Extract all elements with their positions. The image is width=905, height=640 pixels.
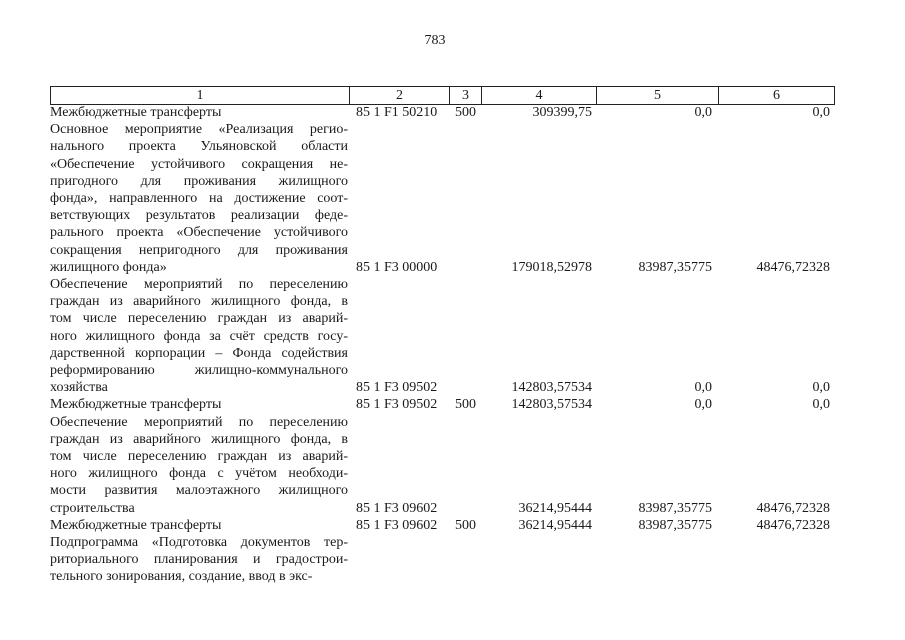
description-line: пригодного для проживания жилищного — [50, 173, 348, 189]
table-row — [50, 517, 833, 534]
row-value-col5: 83987,35775 — [638, 500, 712, 516]
row-value-col4: 309399,75 — [532, 105, 592, 120]
row-value-col6: 48476,72328 — [756, 259, 830, 275]
description-line: граждан из аварийного жилищного фонда, в — [50, 431, 348, 447]
row-value-col6: 0,0 — [812, 105, 830, 120]
page-number: 783 — [424, 33, 446, 48]
row-description — [50, 121, 348, 276]
row-description — [50, 534, 348, 586]
description-line: фонда», направленного на достижение соот- — [50, 190, 348, 206]
row-code: 85 1 F3 09602 — [356, 517, 438, 533]
row-description — [50, 276, 348, 396]
row-value-col6: 48476,72328 — [756, 517, 830, 533]
row-code: 85 1 F3 09602 — [356, 500, 438, 516]
description-line: реформированию жилищно-коммунального — [50, 362, 348, 378]
description-line: Межбюджетные трансферты — [50, 397, 222, 413]
row-code: 85 1 F1 50210 — [356, 105, 438, 120]
row-value-col4: 142803,57534 — [511, 397, 592, 413]
description-line: ного жилищного фонда за счёт средств госу- — [50, 328, 348, 344]
description-line: сокращения непригодного для проживания — [50, 242, 348, 258]
row-description — [50, 517, 348, 534]
description-line: Межбюджетные трансферты — [50, 517, 222, 533]
row-code: 85 1 F3 09502 — [356, 380, 438, 396]
header-col-6: 6 — [718, 87, 834, 104]
row-description — [50, 104, 348, 121]
row-description — [50, 414, 348, 517]
row-value-col4: 179018,52978 — [511, 259, 592, 275]
description-line: мости развития малоэтажного жилищного — [50, 483, 348, 499]
description-line: ного жилищного фонда с учётом необходи- — [50, 466, 348, 482]
description-line: Подпрограмма «Подготовка документов тер- — [50, 535, 348, 550]
row-value-col6: 0,0 — [812, 380, 830, 396]
description-line: граждан из аварийного жилищного фонда, в — [50, 294, 348, 310]
description-line: дарственной корпорации – Фонда содействия — [50, 345, 348, 361]
row-value-col5: 0,0 — [694, 105, 712, 120]
row-value-col5: 0,0 — [694, 380, 712, 396]
row-group: 500 — [455, 397, 476, 413]
header-col-5: 5 — [596, 87, 718, 104]
row-value-col5: 0,0 — [694, 397, 712, 413]
table-row — [50, 276, 833, 396]
description-line: жилищного фонда» — [50, 259, 167, 275]
table-header — [50, 86, 835, 105]
row-group: 500 — [455, 517, 476, 533]
description-line: «Обеспечение устойчивого сокращения не- — [50, 156, 348, 172]
description-line: строительства — [50, 500, 135, 516]
description-line: ветствующих результатов реализации феде- — [50, 208, 348, 224]
description-line: рального проекта «Обеспечение устойчивого — [50, 225, 348, 241]
description-line: том числе переселению граждан из аварий- — [50, 311, 348, 327]
row-value-col5: 83987,35775 — [638, 517, 712, 533]
table-row — [50, 104, 833, 121]
header-col-1: 1 — [196, 88, 204, 103]
description-line: Основное мероприятие «Реализация регио- — [50, 122, 348, 138]
row-value-col4: 36214,95444 — [518, 500, 592, 516]
row-value-col4: 36214,95444 — [518, 517, 592, 533]
description-line: Обеспечение мероприятий по переселению — [50, 277, 348, 292]
header-col-3: 3 — [449, 87, 481, 104]
description-line: хозяйства — [50, 380, 108, 396]
table-row — [50, 534, 833, 586]
description-line: том числе переселению граждан из аварий- — [50, 448, 348, 464]
row-code: 85 1 F3 09502 — [356, 397, 438, 413]
description-line: Обеспечение мероприятий по переселению — [50, 414, 348, 430]
row-code: 85 1 F3 00000 — [356, 259, 438, 275]
row-value-col5: 83987,35775 — [638, 259, 712, 275]
table-row — [50, 121, 833, 276]
description-line: риториального планирования и градострои- — [50, 552, 348, 568]
description-line: нального проекта Ульяновской области — [50, 139, 348, 155]
row-value-col4: 142803,57534 — [511, 380, 592, 396]
description-line: тельного зонирования, создание, ввод в экс- — [50, 569, 313, 585]
description-line: Межбюджетные трансферты — [50, 105, 222, 120]
row-value-col6: 48476,72328 — [756, 500, 830, 516]
row-description — [50, 396, 348, 413]
header-col-4: 4 — [481, 87, 596, 104]
table-row — [50, 414, 833, 517]
table-row — [50, 396, 833, 413]
row-group: 500 — [455, 105, 476, 120]
row-value-col6: 0,0 — [812, 397, 830, 413]
header-col-2: 2 — [349, 87, 449, 104]
